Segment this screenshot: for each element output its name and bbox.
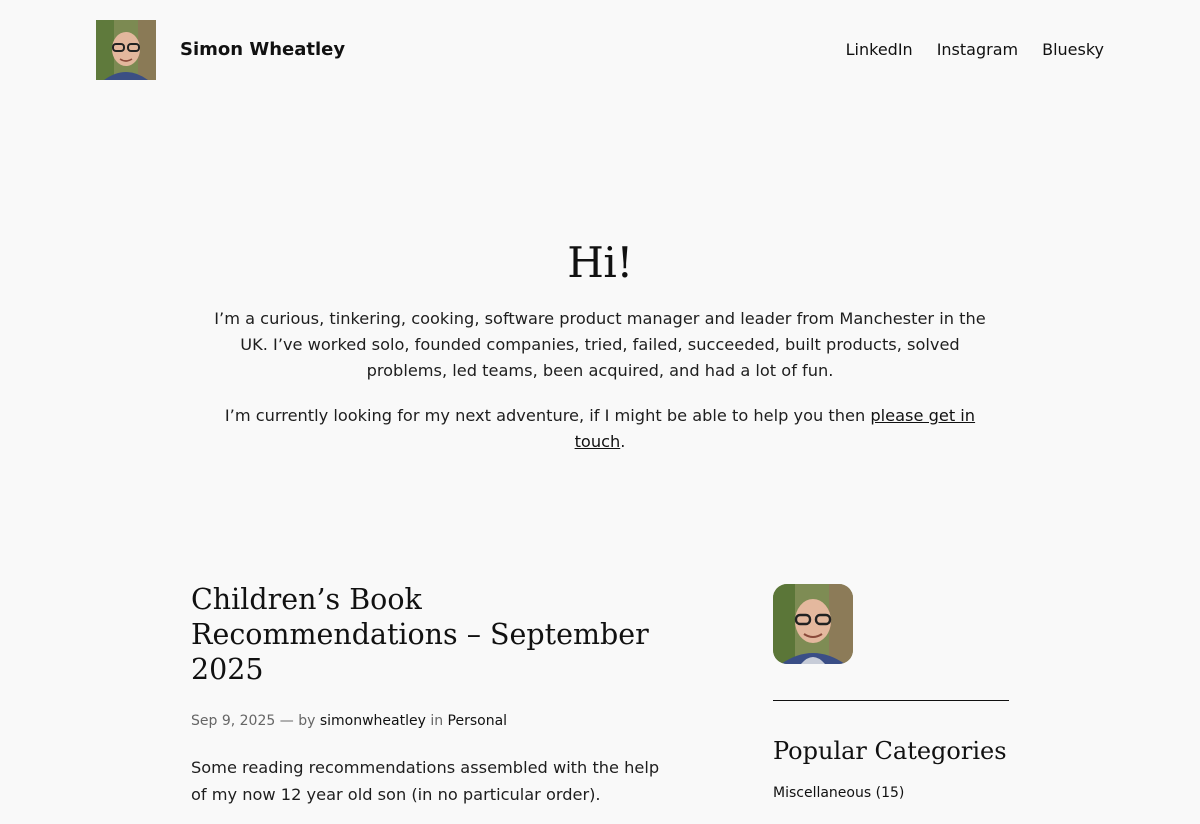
site-title[interactable]: Simon Wheatley	[180, 39, 346, 60]
nav-link-instagram[interactable]: Instagram	[936, 40, 1019, 59]
post-author-link[interactable]: simonwheatley	[319, 713, 426, 729]
post-title[interactable]: Children’s Book Recommendations – September 2025	[191, 583, 649, 686]
post-card	[191, 582, 661, 824]
hero-cta-text: I’m currently looking for my next adventure, if I might be able to help you then	[224, 406, 871, 425]
site-logo-avatar[interactable]	[96, 20, 156, 80]
category-list	[773, 782, 904, 804]
hero-intro: I’m a curious, tinkering, cooking, software product manager and leader from Manchester in the UK. I’ve worked solo, founded companies, tried, failed, succeeded, built products, solved problems, led teams, been acquired, and had a lot of fun.	[214, 309, 986, 380]
sidebar-heading: Popular Categories	[773, 737, 1007, 765]
nav-link-linkedin[interactable]: LinkedIn	[845, 40, 913, 59]
post-meta	[191, 710, 661, 732]
hero-heading: Hi!	[567, 238, 633, 287]
post-excerpt: Some reading recommendations assembled with the help of my now 12 year old son (in no particular order).	[191, 758, 660, 804]
hero-cta-end: .	[620, 432, 626, 451]
post-date[interactable]: Sep 9, 2025	[191, 713, 276, 729]
category-link-miscellaneous[interactable]: Miscellaneous (15)	[773, 785, 905, 801]
portrait-image	[773, 584, 853, 664]
sidebar-avatar	[773, 584, 853, 664]
meta-separator: —	[279, 713, 294, 729]
hero-section	[200, 236, 1000, 455]
post-category-link[interactable]: Personal	[447, 713, 508, 729]
hero-cta	[200, 403, 1000, 455]
portrait-image	[96, 20, 156, 80]
primary-nav	[846, 37, 1104, 63]
meta-in: in	[430, 713, 444, 729]
sidebar-divider	[773, 700, 1009, 701]
meta-by: by	[298, 713, 316, 729]
list-item	[773, 782, 904, 804]
get-in-touch-link[interactable]: please get in touch	[574, 406, 976, 451]
nav-link-bluesky[interactable]: Bluesky	[1042, 40, 1104, 59]
